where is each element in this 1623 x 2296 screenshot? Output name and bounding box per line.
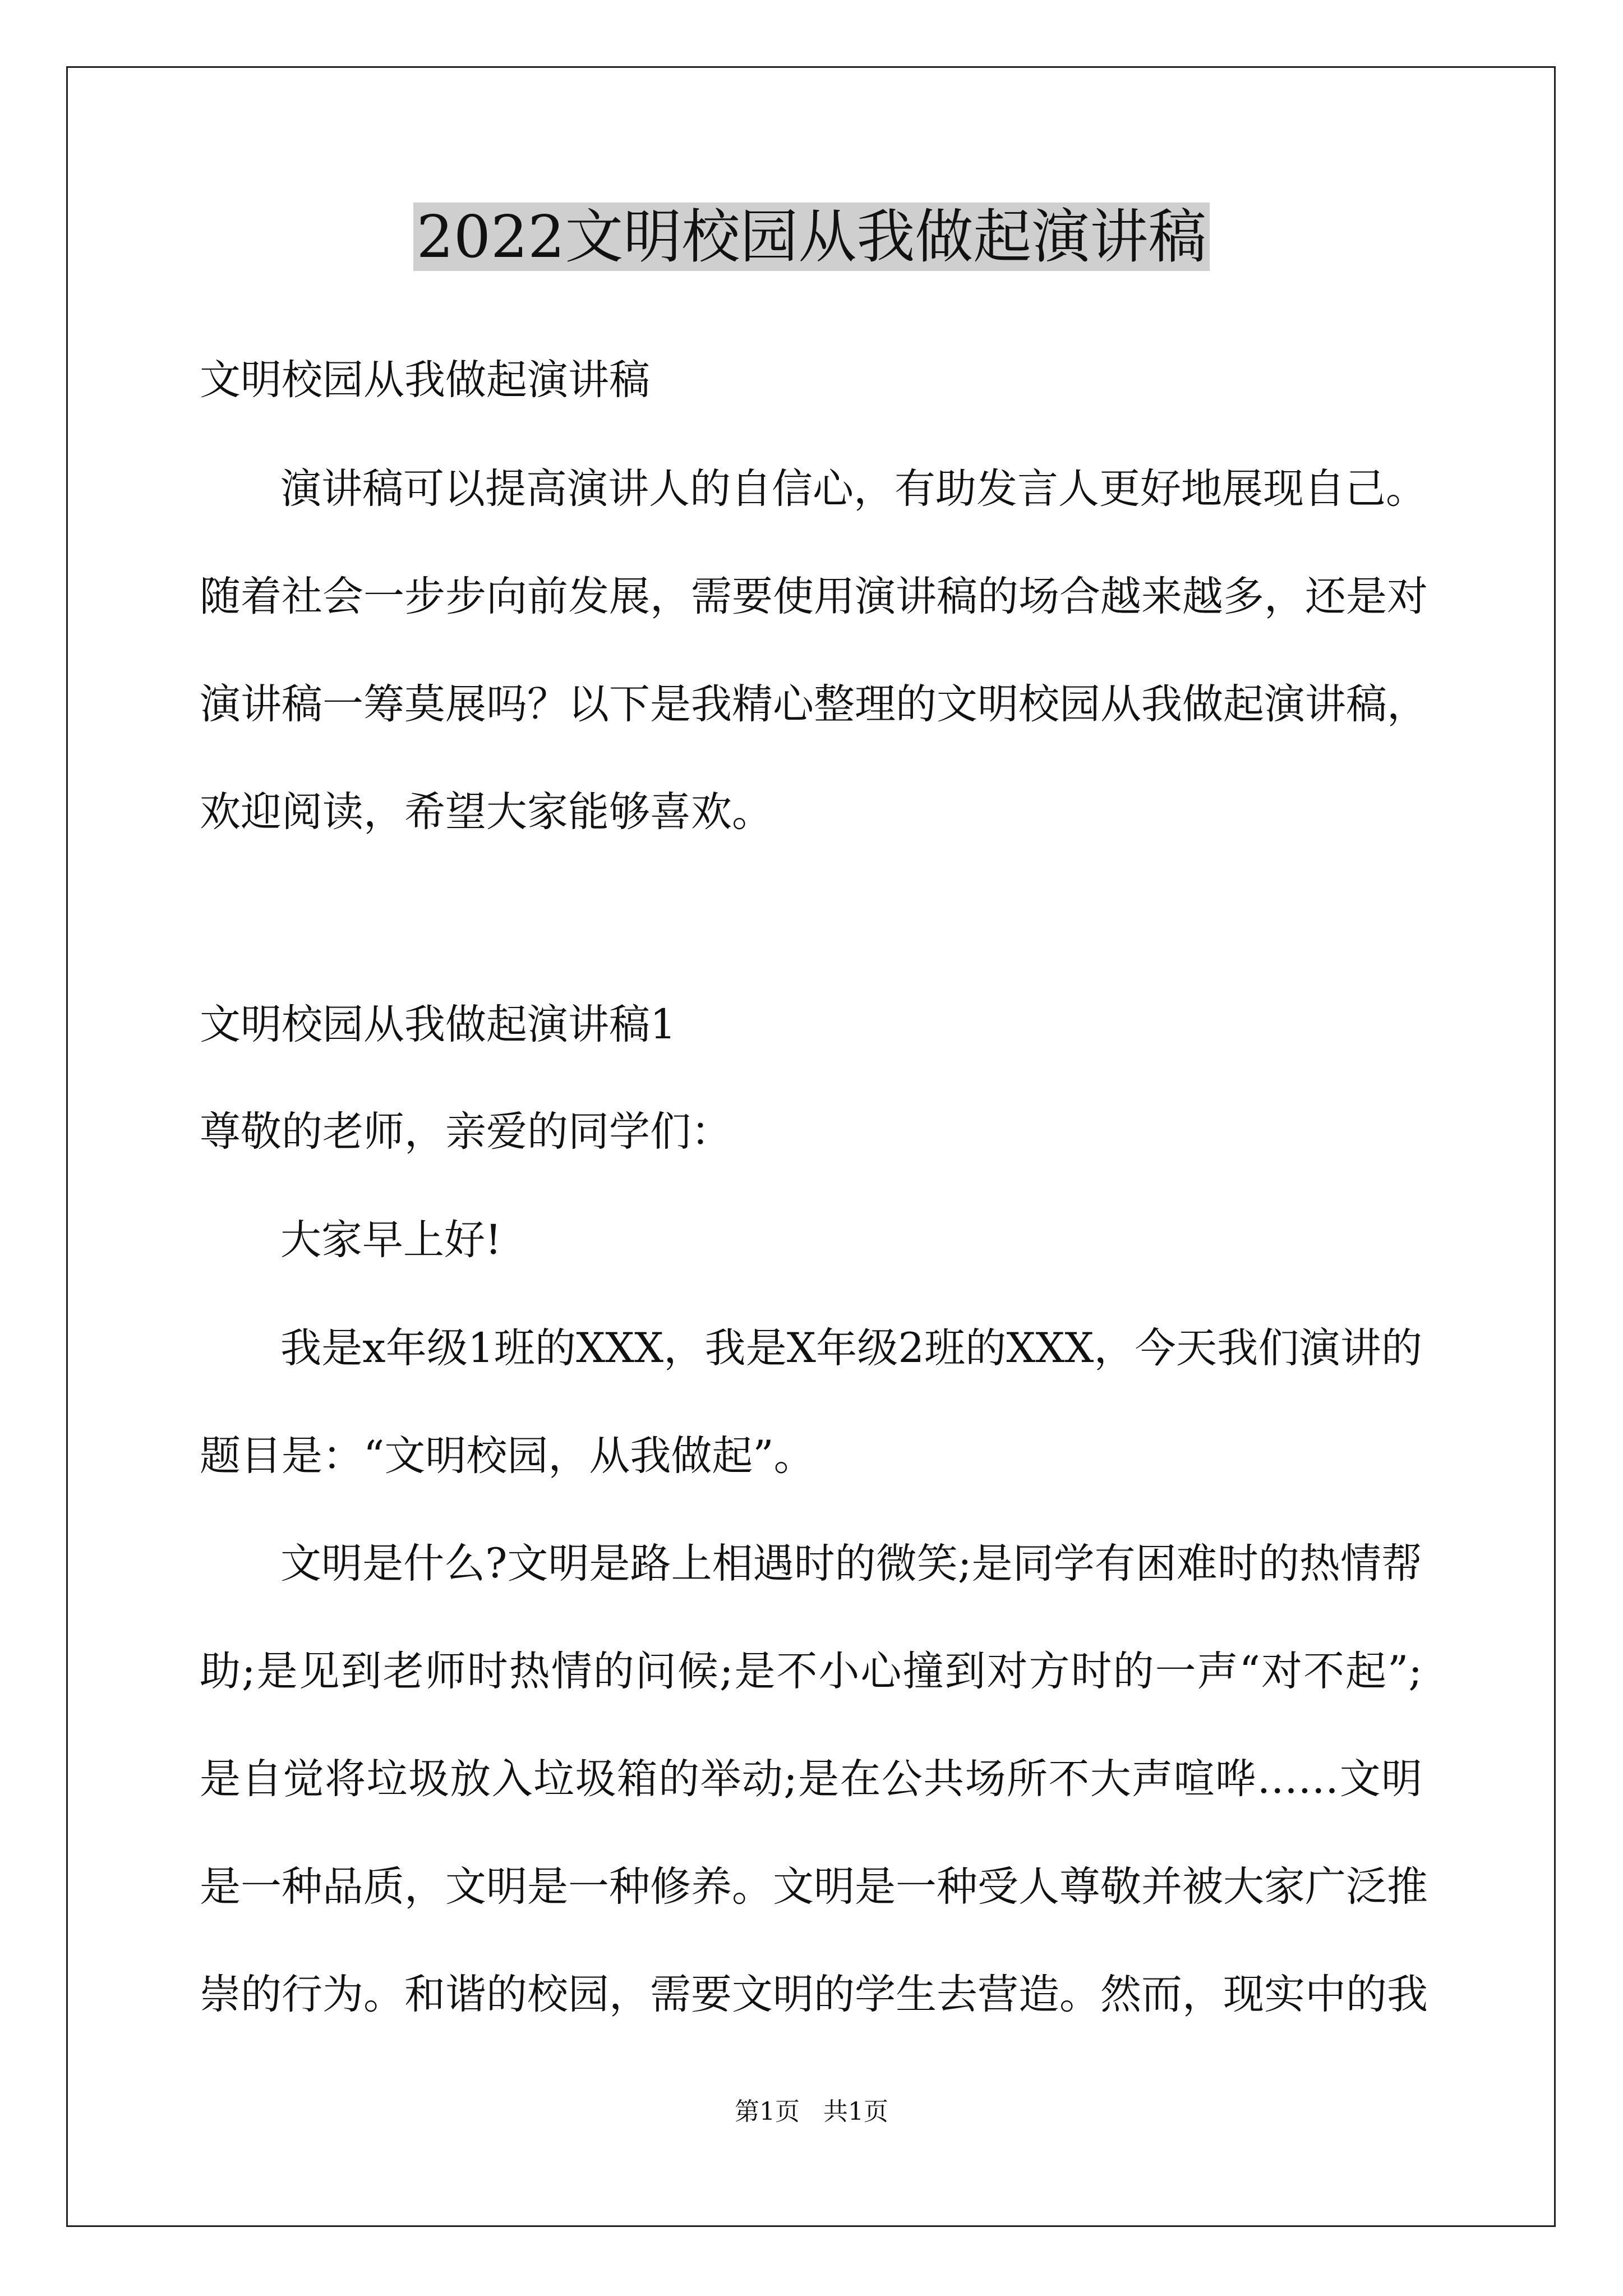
intro-line-4: 欢迎阅读，希望大家能够喜欢。 [200,788,773,836]
document-title-text: 2022文明校园从我做起演讲稿 [413,203,1210,271]
para1-line-1: 我是x年级1班的XXX，我是X年级2班的XXX，今天我们演讲的 [280,1324,1422,1372]
salutation: 尊敬的老师，亲爱的同学们： [200,1108,732,1156]
para2-line-4: 是一种品质，文明是一种修养。文明是一种受人尊敬并被大家广泛推 [200,1863,1428,1911]
para2-line-2: 助;是见到老师时热情的问候;是不小心撞到对方时的一声“对不起”; [200,1648,1422,1695]
para2-line-5: 崇的行为。和谐的校园，需要文明的学生去营造。然而，现实中的我 [200,1971,1428,2018]
document-subtitle: 文明校园从我做起演讲稿 [200,356,650,404]
para2-line-3: 是自觉将垃圾放入垃圾箱的举动;是在公共场所不大声喧哗……文明 [200,1755,1422,1803]
section-heading: 文明校园从我做起演讲稿1 [200,1001,676,1048]
para2-line-1: 文明是什么?文明是路上相遇时的微笑;是同学有困难时的热情帮 [280,1540,1422,1588]
para1-line-2: 题目是：“文明校园，从我做起”。 [200,1432,815,1480]
intro-line-3: 演讲稿一筹莫展吗？以下是我精心整理的文明校园从我做起演讲稿， [200,680,1428,728]
document-title [0,197,1623,276]
greeting: 大家早上好! [280,1216,502,1264]
intro-line-2: 随着社会一步步向前发展，需要使用演讲稿的场合越来越多，还是对 [200,573,1428,620]
page-footer: 第1页 共1页 [735,2097,888,2126]
intro-line-1: 演讲稿可以提高演讲人的自信心，有助发言人更好地展现自己。 [280,465,1427,513]
